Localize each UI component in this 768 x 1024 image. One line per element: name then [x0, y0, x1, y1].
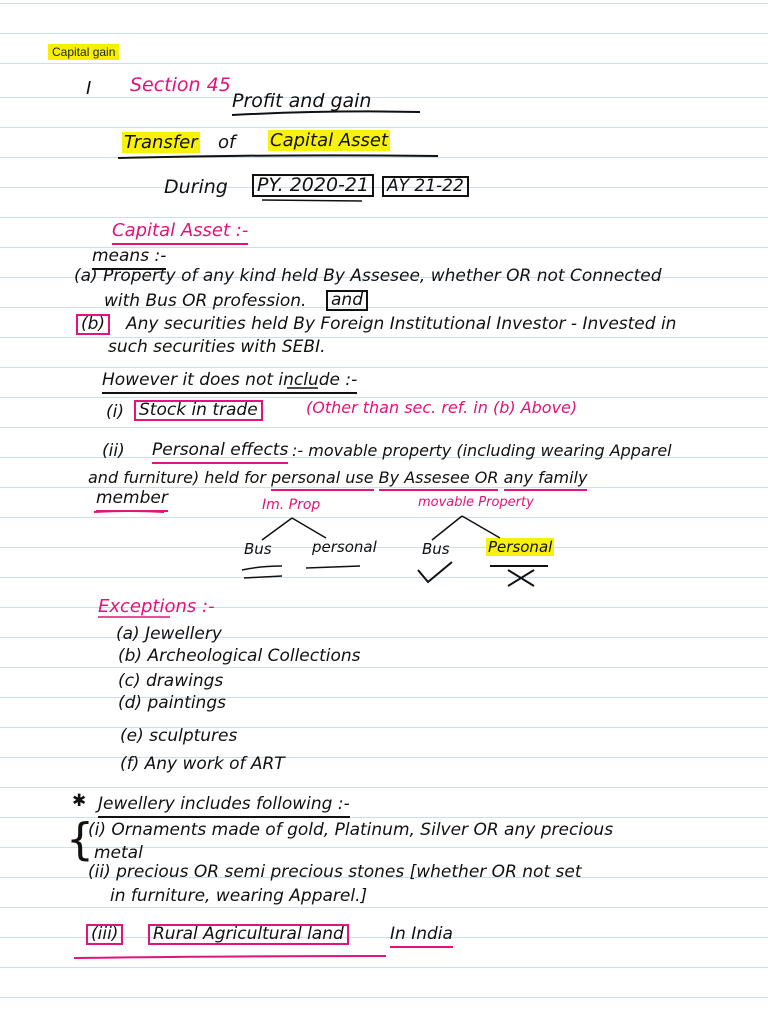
movable-tree-branches: [432, 516, 500, 540]
personal-cross-mark: [490, 566, 548, 586]
transfer-underline: [118, 155, 438, 158]
member-word: member: [96, 488, 168, 512]
exclusion-i-label: (i): [106, 402, 124, 422]
of-word: of: [218, 132, 236, 153]
curly-brace: {: [66, 814, 94, 865]
personal-effects-line1: :- movable property (including wearing Apparel: [292, 441, 672, 460]
py-underline: [262, 200, 362, 201]
capital-asset-phrase: Capital Asset: [270, 130, 389, 151]
rural-underline: [74, 956, 386, 958]
tree-personal-right: Personal: [488, 538, 553, 556]
previous-year-box: PY. 2020-21: [252, 174, 374, 197]
personal-effects-line2a: and furniture) held for: [88, 468, 266, 487]
clause-a-line1: (a) Property of any kind held By Assesee, whether OR not Connected: [74, 266, 662, 286]
clause-b-label: (b): [76, 314, 110, 335]
during-word: During: [164, 176, 228, 198]
by-assessee: By Assesee OR: [379, 468, 499, 491]
other-than-note: (Other than sec. ref. in (b) Above): [306, 398, 578, 417]
jewellery-ii-line2: in furniture, wearing Apparel.]: [110, 886, 368, 906]
jewellery-heading: Jewellery includes following :-: [98, 794, 350, 818]
member-underline: [94, 511, 164, 512]
personal-use: personal use: [271, 468, 374, 491]
bus-check-mark: [418, 562, 452, 582]
jewellery-ii-line1: (ii) precious OR semi precious stones [whether OR not set: [88, 862, 582, 882]
clause-a-line2: with Bus OR profession.: [104, 291, 307, 311]
exclusion-ii-label: (ii): [102, 441, 125, 461]
exception-a: (a) Jewellery: [116, 624, 222, 644]
transfer-word: Transfer: [124, 132, 198, 153]
clause-iii-label: (iii): [86, 924, 123, 945]
exception-f: (f) Any work of ART: [120, 754, 285, 774]
means-label: means :-: [92, 246, 166, 270]
clause-b-line1: Any securities held By Foreign Institutional Investor - Invested in: [126, 314, 677, 334]
section-number: Section 45: [130, 74, 231, 96]
assessment-year-box: AY 21-22: [382, 176, 469, 197]
page-title: Capital gain: [48, 44, 119, 60]
bullet-marker: I: [86, 78, 92, 99]
bus-left-marks: [242, 566, 282, 578]
capital-asset-heading: Capital Asset :-: [112, 220, 248, 245]
tree-bus-right: Bus: [422, 540, 450, 558]
star-icon: ✱: [72, 791, 87, 811]
immovable-property-label: Im. Prop: [262, 497, 321, 513]
in-india: In India: [390, 924, 453, 948]
tree-personal-left: personal: [312, 538, 377, 556]
personal-left-underline: [306, 566, 360, 568]
heading-underline: [232, 111, 420, 115]
jewellery-i-line2: metal: [94, 843, 143, 863]
movable-property-label: movable Property: [418, 495, 534, 510]
tree-bus-left: Bus: [244, 540, 272, 558]
exception-b: (b) Archeological Collections: [118, 646, 361, 666]
main-heading: Profit and gain: [232, 90, 372, 112]
stock-in-trade: Stock in trade: [134, 400, 263, 421]
exception-c: (c) drawings: [118, 671, 224, 691]
and-box: and: [326, 290, 368, 311]
any-family: any family: [504, 468, 588, 491]
exception-e: (e) sculptures: [120, 726, 238, 746]
personal-effects: Personal effects: [152, 440, 288, 464]
however-heading: However it does not include :-: [102, 370, 357, 394]
exception-d: (d) paintings: [118, 693, 226, 713]
immovable-tree-branches: [262, 518, 326, 540]
clause-b-line2: such securities with SEBI.: [108, 337, 326, 357]
jewellery-i-line1: (i) Ornaments made of gold, Platinum, Silver OR any precious: [88, 820, 614, 840]
rural-agricultural-land: Rural Agricultural land: [148, 924, 349, 945]
exceptions-heading: Exceptions :-: [98, 596, 215, 617]
